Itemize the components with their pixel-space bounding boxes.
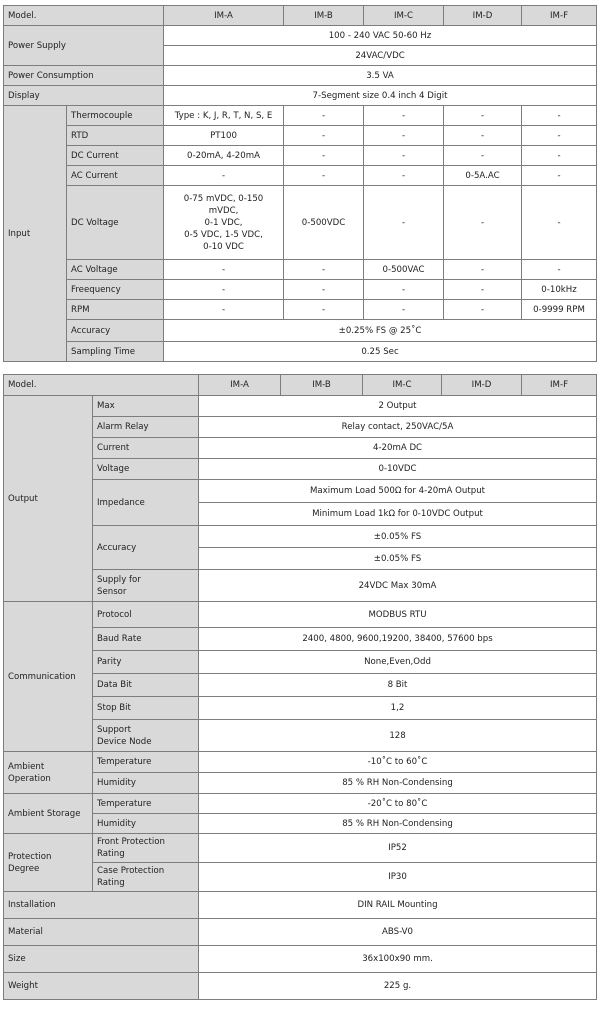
cell: -: [522, 126, 597, 146]
communication-label: Communication: [4, 602, 93, 752]
cell: -: [284, 146, 364, 166]
model-col-header: IM-F: [522, 6, 597, 26]
table-row: [4, 863, 597, 892]
cell: -: [444, 260, 522, 280]
row-label: Freequency: [67, 280, 164, 300]
label-line: Device Node: [97, 736, 152, 747]
weight-value: 225 g.: [199, 973, 597, 1000]
model-header: Model.: [4, 375, 199, 396]
material-label: Material: [4, 919, 199, 946]
cell: -: [444, 146, 522, 166]
cell: 85 % RH Non-Condensing: [199, 814, 597, 834]
table-row: [4, 773, 597, 794]
label-line: Operation: [8, 773, 51, 784]
table-row: [4, 720, 597, 752]
material-value: ABS-V0: [199, 919, 597, 946]
cell: 0-10VDC: [199, 459, 597, 480]
size-value: 36x100x90 mm.: [199, 946, 597, 973]
cell: 128: [199, 720, 597, 752]
cell: ±0.05% FS: [199, 526, 597, 548]
row-label: DC Current: [67, 146, 164, 166]
sampling-time-value: 0.25 Sec: [164, 342, 597, 362]
installation-label: Installation: [4, 892, 199, 919]
cell: 1,2: [199, 697, 597, 720]
table-row: [4, 794, 597, 814]
label-line: Support: [97, 724, 131, 735]
cell: -: [284, 166, 364, 186]
model-header: Model.: [4, 6, 164, 26]
display-value: 7-Segment size 0.4 inch 4 Digit: [164, 86, 597, 106]
model-col-header: IM-A: [199, 375, 281, 396]
cell: 0-500VAC: [364, 260, 444, 280]
model-col-header: IM-C: [364, 6, 444, 26]
row-label: Temperature: [93, 752, 199, 773]
row-label: RTD: [67, 126, 164, 146]
power-consumption-label: Power Consumption: [4, 66, 164, 86]
cell: Minimum Load 1kΩ for 0-10VDC Output: [199, 503, 597, 526]
cell: -: [364, 166, 444, 186]
table-row: [4, 892, 597, 919]
cell: -: [284, 126, 364, 146]
cell: -: [522, 260, 597, 280]
model-col-header: IM-C: [363, 375, 442, 396]
cell: 0-20mA, 4-20mA: [164, 146, 284, 166]
power-supply-label: Power Supply: [4, 26, 164, 66]
power-supply-ac-value: 100 - 240 VAC 50-60 Hz: [164, 26, 597, 46]
cell-line: 0-75 mVDC, 0-150 mVDC,: [183, 193, 264, 216]
table-row: [4, 342, 597, 362]
cell: 2 Output: [199, 396, 597, 417]
row-label: [93, 570, 199, 602]
cell: -: [364, 186, 444, 260]
cell: 0-5A.AC: [444, 166, 522, 186]
table-row: [4, 674, 597, 697]
label-line: Ambient: [8, 761, 45, 772]
table-row: [4, 973, 597, 1000]
model-col-header: IM-D: [444, 6, 522, 26]
cell: -: [364, 106, 444, 126]
row-label: Accuracy: [93, 526, 199, 570]
spec-table-output: [3, 374, 597, 1000]
row-label: Protocol: [93, 602, 199, 628]
cell: 8 Bit: [199, 674, 597, 697]
display-label: Display: [4, 86, 164, 106]
cell: 2400, 4800, 9600,19200, 38400, 57600 bps: [199, 628, 597, 651]
table-row: [4, 480, 597, 503]
accuracy-label: Accuracy: [67, 320, 164, 342]
table-row: [4, 459, 597, 480]
cell: 0-9999 RPM: [522, 300, 597, 320]
power-supply-dc-value: 24VAC/VDC: [164, 46, 597, 66]
table-row: [4, 166, 597, 186]
table-row: [4, 919, 597, 946]
cell: -20˚C to 80˚C: [199, 794, 597, 814]
row-label: Voltage: [93, 459, 199, 480]
installation-value: DIN RAIL Mounting: [199, 892, 597, 919]
row-label: Baud Rate: [93, 628, 199, 651]
cell: -: [164, 166, 284, 186]
size-label: Size: [4, 946, 199, 973]
cell: 0-500VDC: [284, 186, 364, 260]
cell-line: 0-10 VDC: [203, 241, 244, 252]
table-row: [4, 602, 597, 628]
cell: IP52: [199, 834, 597, 863]
table-header-row: [4, 6, 597, 26]
cell: -: [284, 280, 364, 300]
ambient-operation-label: [4, 752, 93, 794]
table-row: [4, 280, 597, 300]
table-row: [4, 628, 597, 651]
label-line: Supply for: [97, 574, 141, 585]
table-row: [4, 186, 597, 260]
row-label: [93, 720, 199, 752]
cell: -: [522, 166, 597, 186]
cell-line: 0-5 VDC, 1-5 VDC,: [184, 229, 263, 240]
table-row: [4, 752, 597, 773]
table-row: [4, 526, 597, 548]
row-label: Max: [93, 396, 199, 417]
table-row: [4, 146, 597, 166]
cell: -: [444, 126, 522, 146]
cell: -: [284, 300, 364, 320]
table-row: [4, 300, 597, 320]
row-label: Impedance: [93, 480, 199, 526]
table-row: [4, 66, 597, 86]
label-line: Sensor: [97, 586, 127, 597]
accuracy-value: ±0.25% FS @ 25˚C: [164, 320, 597, 342]
weight-label: Weight: [4, 973, 199, 1000]
table-row: [4, 26, 597, 46]
cell: -: [364, 126, 444, 146]
row-label: Alarm Relay: [93, 417, 199, 438]
table-row: [4, 106, 597, 126]
cell: -: [444, 106, 522, 126]
cell: 85 % RH Non-Condensing: [199, 773, 597, 794]
row-label: Thermocouple: [67, 106, 164, 126]
cell: -: [284, 260, 364, 280]
model-col-header: IM-B: [284, 6, 364, 26]
cell: -: [444, 280, 522, 300]
table-row: [4, 946, 597, 973]
cell-line: 0-1 VDC,: [204, 217, 243, 228]
table-row: [4, 570, 597, 602]
table-row: [4, 651, 597, 674]
model-col-header: IM-A: [164, 6, 284, 26]
cell: MODBUS RTU: [199, 602, 597, 628]
cell: IP30: [199, 863, 597, 892]
cell: 24VDC Max 30mA: [199, 570, 597, 602]
model-col-header: IM-B: [281, 375, 363, 396]
input-label: Input: [4, 106, 67, 362]
table-header-row: [4, 375, 597, 396]
cell: -: [284, 106, 364, 126]
dc-voltage-a-cell: [164, 186, 284, 260]
row-label: Current: [93, 438, 199, 459]
output-label: Output: [4, 396, 93, 602]
cell: PT100: [164, 126, 284, 146]
table-row: [4, 417, 597, 438]
cell: -: [164, 300, 284, 320]
row-label: DC Voltage: [67, 186, 164, 260]
cell: -10˚C to 60˚C: [199, 752, 597, 773]
cell: -: [164, 280, 284, 300]
cell: None,Even,Odd: [199, 651, 597, 674]
cell: -: [164, 260, 284, 280]
row-label: Humidity: [93, 773, 199, 794]
label-line: Protection: [8, 851, 52, 862]
table-row: [4, 260, 597, 280]
cell: ±0.05% FS: [199, 548, 597, 570]
cell: -: [444, 186, 522, 260]
row-label: Temperature: [93, 794, 199, 814]
row-label: RPM: [67, 300, 164, 320]
row-label: AC Voltage: [67, 260, 164, 280]
model-col-header: IM-F: [522, 375, 597, 396]
row-label: Humidity: [93, 814, 199, 834]
table-row: [4, 834, 597, 863]
spec-table-input: [3, 5, 597, 362]
table-row: [4, 126, 597, 146]
row-label: Case Protection Rating: [93, 863, 199, 892]
label-line: Degree: [8, 863, 40, 874]
table-row: [4, 438, 597, 459]
row-label: Stop Bit: [93, 697, 199, 720]
cell: -: [364, 146, 444, 166]
cell: -: [364, 280, 444, 300]
row-label: Data Bit: [93, 674, 199, 697]
row-label: Front Protection Rating: [93, 834, 199, 863]
row-label: AC Current: [67, 166, 164, 186]
protection-degree-label: [4, 834, 93, 892]
sampling-time-label: Sampling Time: [67, 342, 164, 362]
row-label: Parity: [93, 651, 199, 674]
cell: -: [364, 300, 444, 320]
ambient-storage-label: Ambient Storage: [4, 794, 93, 834]
cell: Relay contact, 250VAC/5A: [199, 417, 597, 438]
table-row: [4, 814, 597, 834]
table-row: [4, 396, 597, 417]
table-row: [4, 697, 597, 720]
table-row: [4, 320, 597, 342]
model-col-header: IM-D: [442, 375, 522, 396]
cell: -: [444, 300, 522, 320]
cell: Maximum Load 500Ω for 4-20mA Output: [199, 480, 597, 503]
cell: 4-20mA DC: [199, 438, 597, 459]
cell: -: [522, 106, 597, 126]
cell: -: [522, 186, 597, 260]
cell: 0-10kHz: [522, 280, 597, 300]
cell: -: [522, 146, 597, 166]
power-consumption-value: 3.5 VA: [164, 66, 597, 86]
cell: Type : K, J, R, T, N, S, E: [164, 106, 284, 126]
table-row: [4, 86, 597, 106]
